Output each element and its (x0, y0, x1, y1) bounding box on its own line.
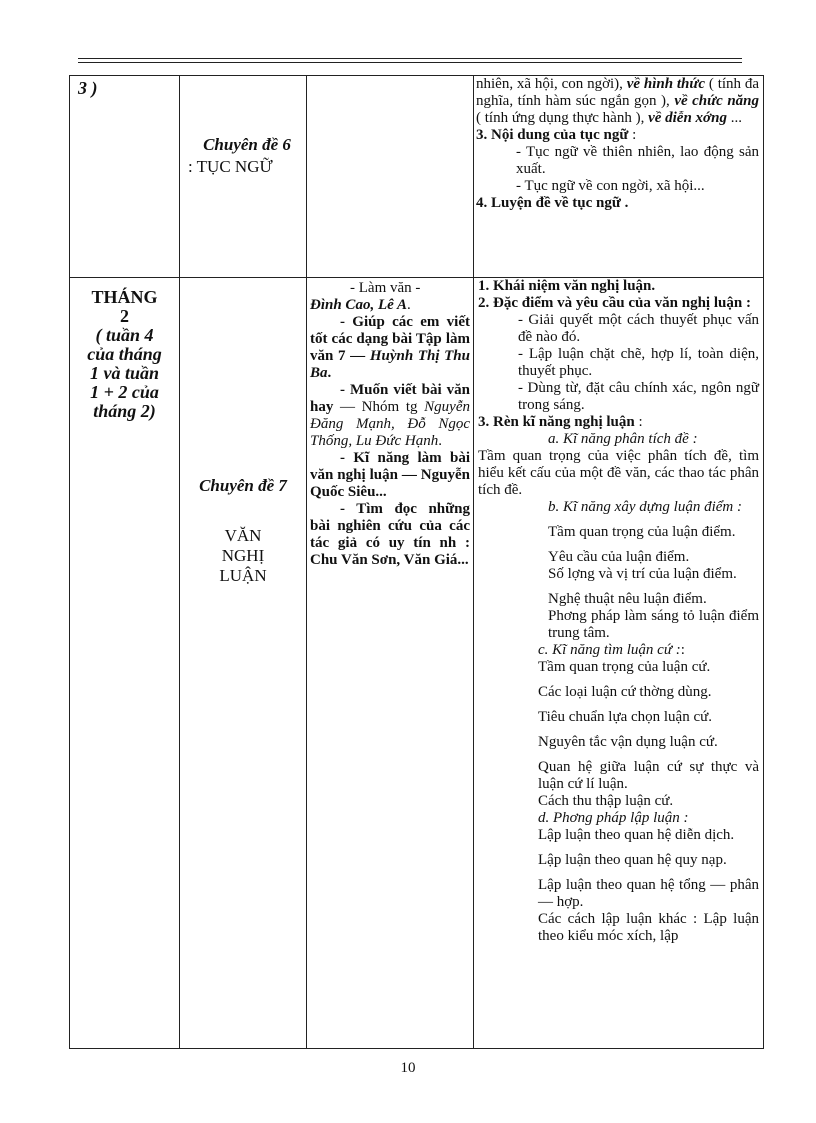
topic-title: Chuyên đề 6 (203, 135, 291, 154)
topic-subtitle: : TỤC NGỮ (188, 157, 273, 176)
header-rule-top (78, 58, 742, 59)
cell-references (307, 76, 474, 278)
header-rule-bottom (78, 62, 742, 63)
table-row (70, 278, 764, 1049)
table-row (70, 76, 764, 278)
cell-content: nhiên, xã hội, con ngời), về hình thức ( tính đa nghĩa, tính hàm súc ngắn gọn ), về chức năng ( tính ứng dụng thực hành ), về diễn xớng ... 3. Nội dung của tục ngữ : - Tục ngữ về thiên nhiên, lao động sản xuất. - Tục ngữ về con ngời, xã hội... 4. Luyện đề về tục ngữ . (474, 76, 764, 278)
page-number: 10 (400, 1060, 416, 1076)
cell-references: - Làm văn - Đình Cao, Lê A. - Giúp các em viết tốt các dạng bài Tập làm văn 7 — Huỳnh Thị Thu Ba. - Muốn viết bài văn hay — Nhóm tg Nguyễn Đăng Mạnh, Đỗ Ngọc Thống, Lu Đức Hạnh. - Kĩ năng làm bài văn nghị luận — Nguyễn Quốc Siêu... - Tìm đọc những bài nghiên cứu của các tác giả có uy tín nh : Chu Văn Sơn, Văn Giá... (307, 278, 474, 1049)
cell-week: 3 ) (70, 76, 180, 278)
cell-month: THÁNG 2 ( tuần 4 của tháng 1 và tuần 1 + 2 của tháng 2) (70, 278, 180, 1049)
topic-title: Chuyên đề 7 (199, 476, 287, 495)
cell-topic (180, 76, 307, 278)
cell-content: 1. Khái niệm văn nghị luận. 2. Đặc điểm và yêu cầu của văn nghị luận : - Giải quyết một cách thuyết phục vấn đề nào đó. - Lập luận chặt chẽ, hợp lí, toàn diện, thuyết phục. - Dùng từ, đặt câu chính xác, ngôn ngữ trong sáng. 3. Rèn kĩ năng nghị luận : a. Kĩ năng phân tích đề : Tầm quan trọng của việc phân tích đề, tìm hiểu kết cấu của một đề văn, các thao tác phân tích đề. b. Kĩ năng xây dựng luận điểm : Tầm quan trọng của luận điểm. Yêu cầu của luận điểm. Số lợng và vị trí của luận điểm. Nghệ thuật nêu luận điểm. Phơng pháp làm sáng tỏ luận điểm trung tâm. c. Kĩ năng tìm luận cứ :: Tầm quan trọng của luận cứ. Các loại luận cứ thờng dùng. Tiêu chuẩn lựa chọn luận cứ. Nguyên tắc vận dụng luận cứ. Quan hệ giữa luận cứ sự thực và luận cứ lí luận. Cách thu thập luận cứ. d. Phơng pháp lập luận : Lập luận theo quan hệ diễn dịch. Lập luận theo quan hệ quy nạp. Lập luận theo quan hệ tổng — phân — hợp. Các cách lập luận khác : Lập luận theo kiểu móc xích, lập (474, 278, 764, 1049)
cell-topic: Chuyên đề 7 VĂN NGHỊ LUẬN (180, 278, 307, 1049)
curriculum-table (69, 75, 764, 1049)
